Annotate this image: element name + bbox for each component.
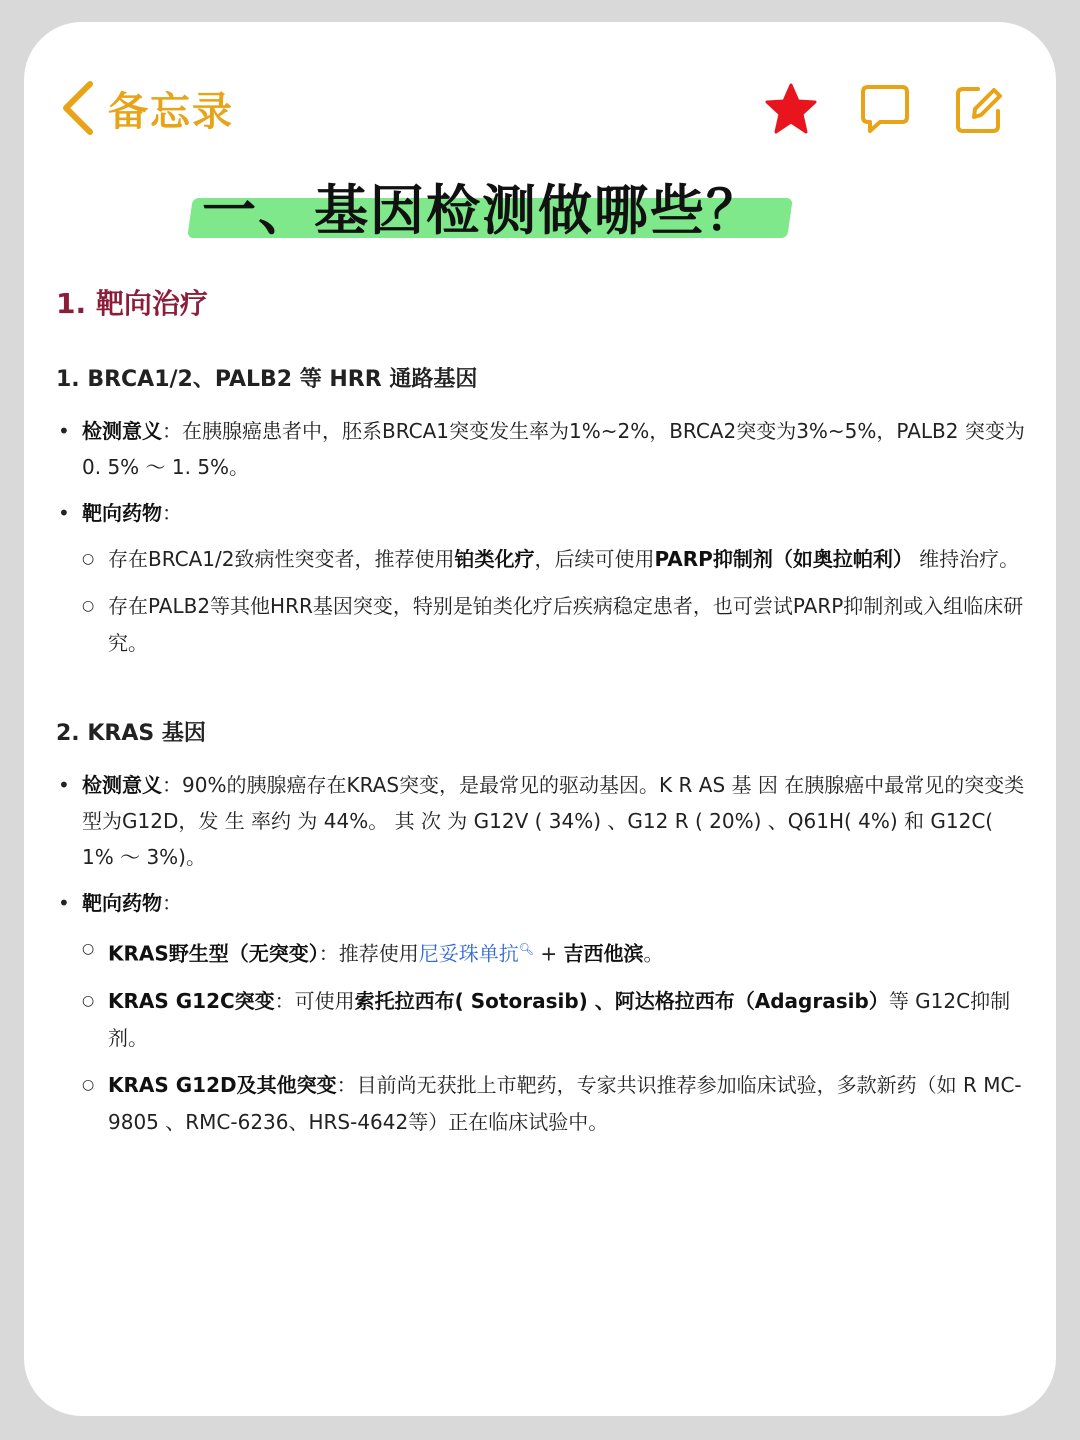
comment-icon bbox=[860, 83, 910, 135]
bold-text: 吉西他滨 bbox=[563, 941, 644, 966]
text: 。 bbox=[643, 941, 664, 966]
drug-link[interactable]: 尼妥珠单抗 bbox=[418, 941, 519, 966]
bold-text: KRAS G12D及其他突变 bbox=[108, 1072, 337, 1097]
label: 检测意义 bbox=[82, 773, 162, 797]
subsection-heading-kras: 2. KRAS 基因 bbox=[56, 721, 206, 746]
sub-list-item bbox=[56, 931, 1026, 973]
bold-text: 铂类化疗 bbox=[454, 547, 535, 571]
chevron-left-icon bbox=[60, 80, 94, 136]
top-bar bbox=[24, 22, 1056, 162]
label: 靶向药物 bbox=[82, 891, 162, 915]
text: 存在BRCA1/2致病性突变者，推荐使用 bbox=[108, 547, 455, 571]
label: 检测意义 bbox=[82, 419, 162, 443]
section-heading: 1. 靶向治疗 bbox=[56, 287, 208, 320]
text: ：可使用 bbox=[274, 988, 355, 1013]
star-button[interactable] bbox=[764, 82, 818, 136]
text: ：目前尚无获批上市靶药，专家共识推荐参加临床试验，多款新药（如 R MC-9805 、RMC-6236、HRS-4642等）正在临床试验中。 bbox=[108, 1072, 1022, 1134]
bold-text: PARP抑制剂（如奥拉帕利） bbox=[654, 547, 913, 571]
text: 维持治疗。 bbox=[912, 547, 1020, 571]
note-card bbox=[24, 22, 1056, 1416]
text: ： bbox=[162, 891, 182, 915]
label: 靶向药物 bbox=[82, 501, 162, 525]
bold-text: KRAS G12C突变 bbox=[108, 988, 275, 1013]
sub-list-item bbox=[56, 1067, 1026, 1141]
toolbar-icons bbox=[764, 82, 1006, 136]
text: ：90%的胰腺癌存在KRAS突变，是最常见的驱动基因。K R AS 基 因 在胰腺癌中最常见的突变类型为G12D，发 生 率约 为 44%。 其 次 为 G12V ( 34%) 、G12 R ( 20%) 、Q61H( 4%) 和 G12C( 1% ～ 3%)。 bbox=[82, 773, 1025, 869]
list-item bbox=[56, 413, 1026, 485]
text: ： bbox=[162, 501, 182, 525]
subsection-heading-hrr: 1. BRCA1/2、PALB2 等 HRR 通路基因 bbox=[56, 367, 478, 392]
sub-list-item bbox=[56, 588, 1026, 662]
bold-text: KRAS野生型（无突变） bbox=[108, 941, 319, 966]
text: 存在PALB2等其他HRR基因突变，特别是铂类化疗后疾病稳定患者，也可尝试PARP抑制剂或入组临床研究。 bbox=[108, 594, 1024, 655]
text: + bbox=[534, 941, 564, 966]
sub-list-item bbox=[56, 541, 1026, 578]
note-content bbox=[56, 282, 1026, 1151]
text: ：推荐使用 bbox=[318, 941, 419, 966]
page-title: 一、基因检测做哪些？ bbox=[202, 179, 762, 242]
text: ：在胰腺癌患者中，胚系BRCA1突变发生率为1%~2%，BRCA2突变为3%~5%，PALB2 突变为 0. 5% ～ 1. 5%。 bbox=[82, 419, 1025, 479]
text: 等 G12C抑制剂。 bbox=[108, 988, 1011, 1050]
edit-button[interactable] bbox=[952, 82, 1006, 136]
search-icon[interactable]: 🔍︎ bbox=[518, 942, 535, 956]
list-item bbox=[56, 767, 1026, 875]
edit-icon bbox=[954, 83, 1004, 135]
list-item bbox=[56, 885, 1026, 921]
star-icon bbox=[764, 82, 818, 136]
back-label: 备忘录 bbox=[108, 88, 234, 135]
bold-text: 索托拉西布( Sotorasib) 、阿达格拉西布（Adagrasib） bbox=[354, 988, 889, 1013]
page-title-block bbox=[190, 168, 790, 244]
comment-button[interactable] bbox=[858, 82, 912, 136]
sub-list-item bbox=[56, 983, 1026, 1057]
back-button[interactable] bbox=[60, 76, 234, 140]
text: ，后续可使用 bbox=[534, 547, 655, 571]
list-item bbox=[56, 495, 1026, 531]
